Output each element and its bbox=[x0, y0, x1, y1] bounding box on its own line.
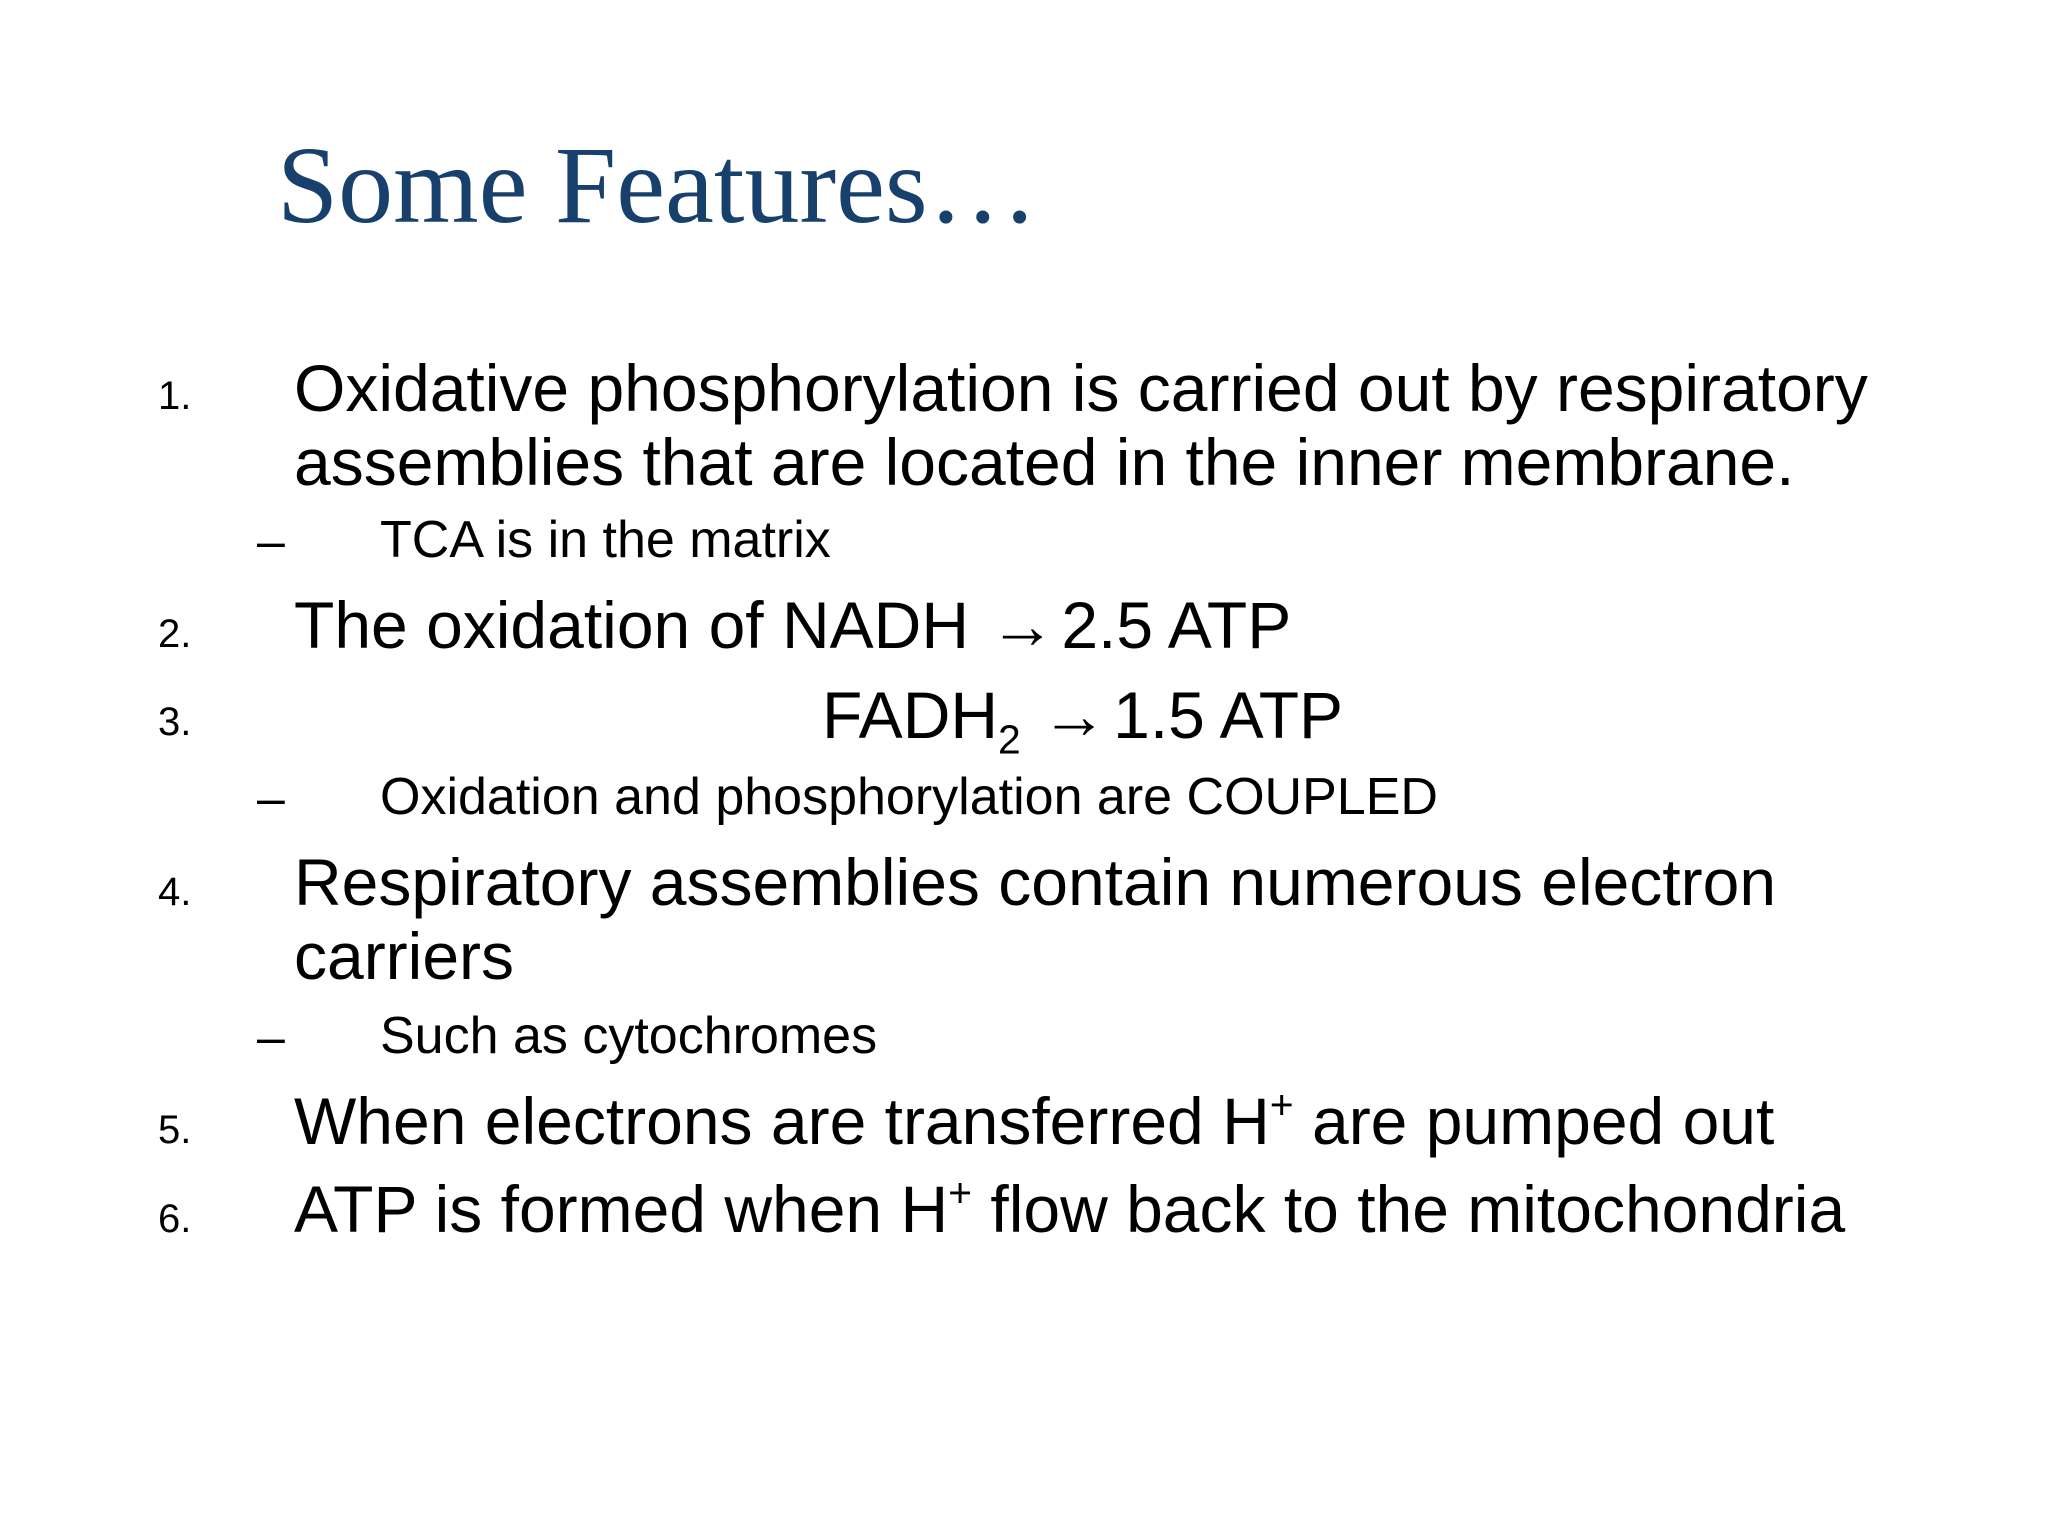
list-item-text: assemblies that are located in the inner membrane. bbox=[294, 425, 1795, 499]
list-number: 2. bbox=[158, 612, 192, 656]
list-item-text bbox=[822, 678, 1344, 763]
item-text-after: are pumped out bbox=[1293, 1084, 1775, 1158]
list-number: 5. bbox=[158, 1108, 192, 1152]
list-number: 3. bbox=[158, 700, 192, 744]
list-item-text: Oxidative phosphorylation is carried out by respiratory bbox=[294, 351, 1868, 425]
list-number: 6. bbox=[158, 1197, 192, 1241]
item-text-before: ATP is formed when H bbox=[294, 1172, 949, 1246]
sub-bullet-dash: – bbox=[257, 1009, 285, 1065]
item-result: 2.5 ATP bbox=[1061, 588, 1292, 662]
item-text-after: flow back to the mitochondria bbox=[972, 1172, 1846, 1246]
slide-title: Some Features… bbox=[277, 124, 1038, 246]
subscript: 2 bbox=[998, 716, 1021, 763]
sub-bullet-dash: – bbox=[257, 770, 285, 826]
list-item-text bbox=[294, 588, 1292, 662]
right-arrow-icon: → bbox=[989, 588, 1056, 662]
list-number: 1. bbox=[158, 374, 192, 418]
item-prefix: The oxidation of NADH bbox=[294, 588, 969, 662]
sub-bullet-dash: – bbox=[257, 513, 285, 569]
right-arrow-icon: → bbox=[1041, 678, 1108, 752]
sub-item-text: Oxidation and phosphorylation are COUPLED bbox=[380, 768, 1438, 826]
molecule-name: FADH bbox=[822, 678, 999, 752]
sub-item-text: Such as cytochromes bbox=[380, 1007, 878, 1065]
list-item-text: carriers bbox=[294, 919, 515, 993]
list-number: 4. bbox=[158, 870, 192, 914]
item-result: 1.5 ATP bbox=[1113, 678, 1344, 752]
superscript: + bbox=[1269, 1081, 1294, 1128]
superscript: + bbox=[948, 1169, 973, 1216]
list-item-text bbox=[294, 1169, 1846, 1246]
sub-item-text: TCA is in the matrix bbox=[380, 511, 831, 569]
list-item-text bbox=[294, 1081, 1775, 1158]
item-text-before: When electrons are transferred H bbox=[294, 1084, 1270, 1158]
list-item-text: Respiratory assemblies contain numerous electron bbox=[294, 845, 1777, 919]
